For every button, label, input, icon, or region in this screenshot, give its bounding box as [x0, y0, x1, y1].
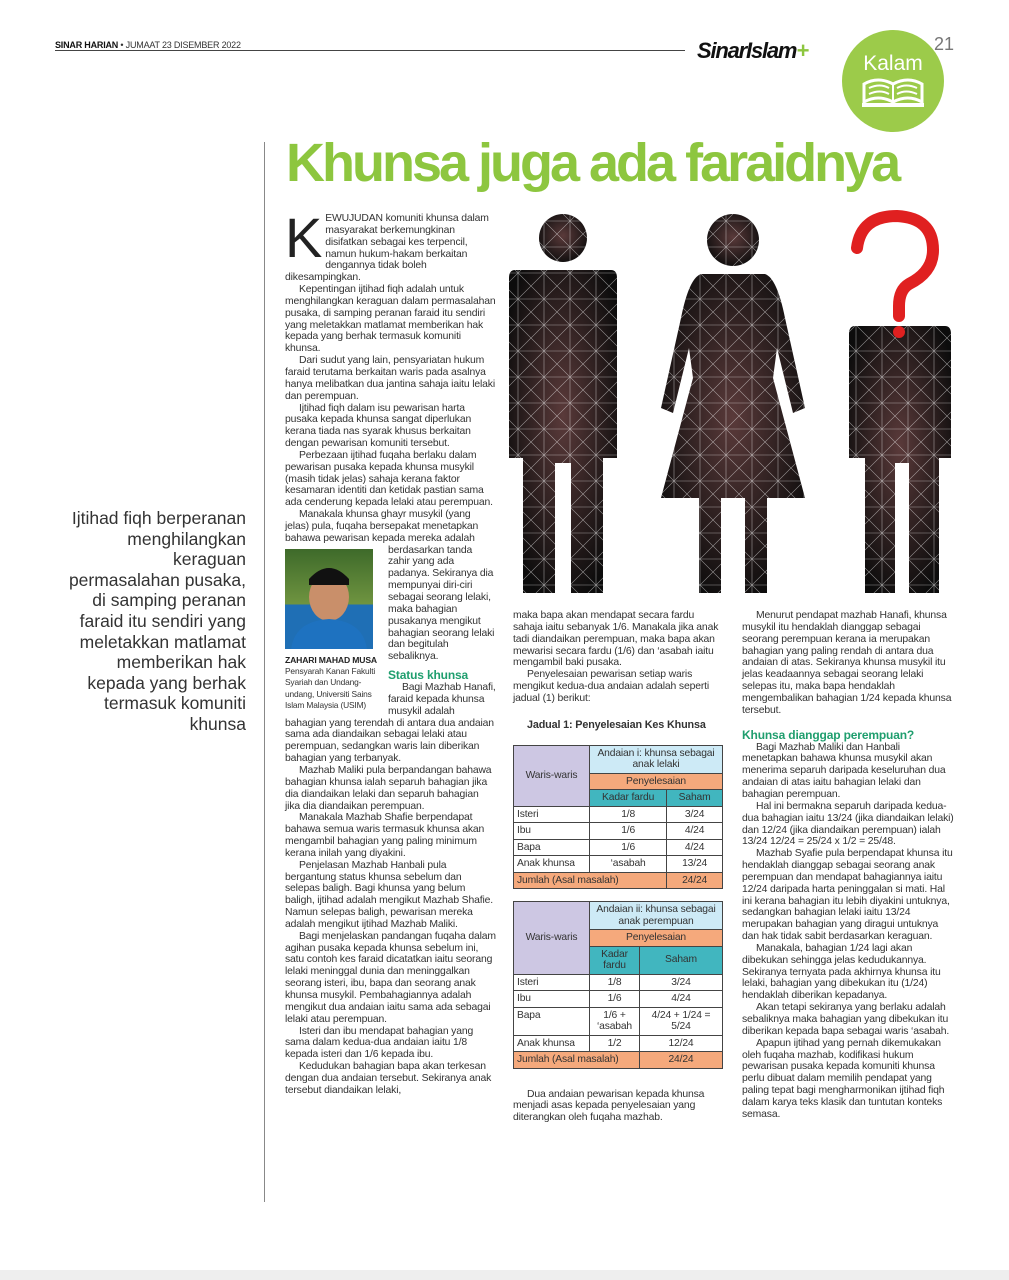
paragraph: Hal ini bermakna separuh daripada kedua-dua bahagian iaitu 13/24 (jika diandaikan lelaki) dan 12/24 (jika diandaikan perempuan) ialah 13/24 12/24 = 25/24 x 1/2 = 25/48.	[742, 800, 954, 848]
header-scenario: Andaian i: khunsa sebagai anak lelaki	[590, 745, 723, 773]
table-cell: Isteri	[514, 806, 590, 823]
article-column-2	[513, 610, 726, 1124]
table-scenario-1	[513, 745, 723, 890]
paragraph: Kepentingan ijtihad fiqh adalah untuk menghilangkan keraguan dalam permasalahan pusaka, di samping peranan faraid itu sendiri yang meletakkan matlamat memberikan hak kepada yang berhak termasuk komuniti khunsa.	[285, 284, 496, 355]
table-cell: 24/24	[640, 1052, 723, 1069]
table-cell: 1/6 + ‘asabah	[590, 1007, 640, 1035]
subheading: Khunsa dianggap perempuan?	[742, 727, 915, 742]
unknown-figure	[849, 216, 951, 593]
paragraph: Mazhab Maliki pula berpandangan bahawa bahagian khunsa ialah separuh bahagian jika dia diandaikan lelaki dan separuh bahagian jika dia diandaikan perempuan.	[285, 764, 492, 812]
section-label: Kalam	[863, 52, 923, 75]
table-row	[514, 839, 723, 856]
table-cell: ‘asabah	[590, 856, 667, 873]
table-cell: Anak khunsa	[514, 1035, 590, 1052]
header-fardu: Kadar fardu	[590, 790, 667, 807]
question-mark-icon	[857, 216, 933, 316]
paragraph: Akan tetapi sekiranya yang berlaku adalah sebaliknya maka bahagian yang dibekukan itu diberikan kepada bapa sebagai waris ‘asabah.	[742, 1002, 950, 1037]
header-solution: Penyelesaian	[590, 930, 723, 947]
table-cell: 4/24 + 1/24 = 5/24	[640, 1007, 723, 1035]
paragraph: Penjelasan Mazhab Hanbali pula bergantung status khunsa sebelum dan selepas baligh. Bagi khunsa yang belum baligh, ijtihad adalah mengikut Mazhab Shafie. Namun selepas baligh, pewarisan mereka adalah mengikut ijtihad Mazhab Maliki.	[285, 859, 493, 930]
article-column-1	[285, 206, 496, 1097]
issue-date: • JUMAAT 23 DISEMBER 2022	[120, 40, 241, 50]
paragraph-part: Manakala khunsa ghayr musykil (yang jelas) pula, fuqaha bersepakat menetapkan bahawa pewarisan kepada	[285, 509, 479, 544]
header-scenario: Andaian ii: khunsa sebagai anak perempuan	[590, 902, 723, 930]
table-cell: 12/24	[640, 1035, 723, 1052]
page-bottom-strip	[0, 1270, 1009, 1280]
header-heirs: Waris-waris	[514, 902, 590, 975]
header-rule	[55, 50, 685, 51]
table-cell: 1/2	[590, 1035, 640, 1052]
header-heirs: Waris-waris	[514, 745, 590, 806]
section-badge	[842, 30, 944, 132]
drop-cap: K	[285, 206, 323, 269]
column-divider	[264, 142, 265, 1202]
table-title: Jadual 1: Penyelesaian Kes Khunsa	[527, 718, 706, 731]
table-total-row	[514, 1052, 723, 1069]
table-cell: 1/8	[590, 974, 640, 991]
paragraph-part: mereka adalah berdasarkan tanda zahir yang ada padanya. Sekiranya dia mempunyai diri-ciri sebagai seorang lelaki, maka bahagian pusakanya mengikut bahagian seorang lelaki dan begitulah sebaliknya.	[388, 532, 495, 663]
table-cell: 4/24	[640, 991, 723, 1008]
paragraph: EWUJUDAN komuniti khunsa dalam masyarakat berkemungkinan disifatkan sebagai kes terpencil, namun hukum-hakam berkaitan dengannya tidak boleh dikesampingkan.	[285, 213, 489, 284]
paragraph: Perbezaan ijtihad fuqaha berlaku dalam pewarisan pusaka kepada khunsa musykil (masih tidak jelas) sahaja kerana faktor kesamaran identiti dan ketidak pastian sama ada cenderung kepada lelaki atau perempuan.	[285, 449, 493, 509]
paragraph: Menurut pendapat mazhab Hanafi, khunsa musykil itu hendaklah dianggap sebagai seorang perempuan kerana ia merupakan bahagian yang paling rendah di antara dua andaian di atas. Sekiranya khunsa musykil itu jelas keadaannya sebagai seorang lelaki selepas itu, maka bapa hendaklah mengembalikan bahagian 1/24 kepada khunsa tersebut.	[742, 610, 952, 716]
table-cell: 1/6	[590, 839, 667, 856]
table-row	[514, 1007, 723, 1035]
paragraph: Mazhab Syafie pula berpendapat khunsa itu hendaklah dianggap sebagai seorang anak perempuan dan mendapat bahagiannya iaitu 12/24 daripada harta peninggalan si mati. Hal ini kerana bahagian itu lebih diyakini untuknya, sedangkan bahagian lelaki iaitu 13/24 merupakan bahagian yang diragui untuknya dan hak tidak sabit berdasarkan keraguan.	[742, 848, 953, 943]
table-cell: Jumlah (Asal masalah)	[514, 1052, 640, 1069]
header-fardu: Kadar fardu	[590, 946, 640, 974]
paragraph: Ijtihad fiqh dalam isu pewarisan harta pusaka kepada khunsa sangat diperlukan kerana tiada nas syarak khusus berkaitan dengan pewarisan komuniti tersebut.	[285, 402, 472, 450]
header-solution: Penyelesaian	[590, 773, 723, 790]
masthead	[55, 40, 241, 50]
author-box	[285, 549, 380, 711]
paragraph: Bagi Mazhab Hanafi, faraid kepada khunsa musykil adalah bahagian yang terendah di antara dua andaian sama ada diandaikan sebagai lelaki atau perempuan, sedangkan waris lain diberikan bahagian yang terbanyak.	[285, 682, 496, 765]
table-row	[514, 823, 723, 840]
paragraph: Dua andaian pewarisan kepada khunsa menjadi asas kepada penyelesaian yang diterangkan oleh fuqaha mazhab.	[513, 1088, 705, 1124]
paper-name: SINAR HARIAN	[55, 40, 119, 50]
table-cell: Bapa	[514, 1007, 590, 1035]
table-total-row	[514, 872, 723, 889]
paragraph: Manakala Mazhab Shafie berpendapat bahawa semua waris termasuk khunsa akan mengambil bahagian yang paling minimum kerana inilah yang diyakini.	[285, 812, 485, 859]
paragraph: Isteri dan ibu mendapat bahagian yang sama dalam kedua-dua andaian iaitu 1/8 kepada isteri dan 1/6 kepada ibu.	[285, 1025, 474, 1061]
paragraph: maka bapa akan mendapat secara fardu sahaja iaitu sebanyak 1/6. Manakala jika anak tadi diandaikan perempuan, maka bapa akan mewarisi secara fardu (1/6) dan ‘asabah iaitu mengambil baki pusaka.	[513, 610, 719, 669]
paragraph: Kedudukan bahagian bapa akan terkesan dengan dua andaian tersebut. Sekiranya anak tersebut diandaikan lelaki,	[285, 1061, 492, 1096]
paragraph: Dari sudut yang lain, pensyariatan hukum faraid terutama berkaitan waris pada asalnya hanya melibatkan dua jantina sahaja iaitu lelaki dan perempuan.	[285, 355, 495, 402]
logo-islam: Islam	[746, 38, 797, 63]
table-row	[514, 991, 723, 1008]
table-cell: 4/24	[667, 839, 723, 856]
paragraph: Bagi menjelaskan pandangan fuqaha dalam agihan pusaka kepada khunsa sebelum ini, satu contoh kes faraid dicatatkan iaitu seorang lelaki meninggal dunia dan meninggalkan seorang isteri, ibu, bapa dan seorang anak khunsa musykil. Pembahagiannya adalah mengikut dua andaian iaitu sama ada sebagai lelaki atau perempuan.	[285, 930, 496, 1025]
gender-figures-illustration	[505, 208, 965, 603]
table-cell: Isteri	[514, 974, 590, 991]
table-scenario-2	[513, 901, 723, 1069]
paragraph: Apapun ijtihad yang pernah dikemukakan oleh fuqaha mazhab, kodifikasi hukum pewarisan pusaka kepada komuniti khunsa perlu dibuat dalam memilih pendapat yang paling tepat bagi mengharmonikan ijtihad fiqh dalam karya teks klasik dan tuntutan konteks semasa.	[742, 1037, 945, 1120]
table-cell: 3/24	[667, 806, 723, 823]
author-photo	[285, 549, 373, 649]
author-name: ZAHARI MAHAD MUSA	[285, 654, 377, 665]
pull-quote: Ijtihad fiqh berperanan menghilangkan keraguan permasalahan pusaka, di samping peranan faraid itu sendiri yang meletakkan matlamat memberikan hak kepada yang berhak termasuk komuniti khunsa	[68, 508, 246, 734]
logo-sinar: Sinar	[697, 38, 747, 63]
table-cell: 4/24	[667, 823, 723, 840]
female-figure	[661, 214, 805, 593]
header-saham: Saham	[640, 946, 723, 974]
male-figure	[509, 214, 617, 593]
paragraph: Penyelesaian pewarisan setiap waris mengikut kedua-dua andaian adalah seperti jadual (1) berikut:	[513, 669, 710, 704]
table-cell: Jumlah (Asal masalah)	[514, 872, 667, 889]
table-row	[514, 856, 723, 873]
paragraph: Manakala, bahagian 1/24 lagi akan dibekukan sehingga jelas kedudukannya. Sekiranya ternyata pada akhirnya khunsa itu lelaki, bahagian yang dibekukan itu (1/24) hendaklah diberikan kepadanya.	[742, 942, 941, 1002]
table-cell: 13/24	[667, 856, 723, 873]
sinar-islam-logo	[697, 38, 808, 64]
table-row	[514, 974, 723, 991]
logo-plus: +	[796, 38, 808, 63]
book-icon	[860, 76, 926, 110]
header-saham: Saham	[667, 790, 723, 807]
paragraph: Bagi Mazhab Maliki dan Hanbali menetapkan bahawa khunsa musykil akan menerima separuh daripada keseluruhan dua andaian di atas iaitu bahagian lelaki dan bahagian perempuan.	[742, 741, 946, 800]
subheading: Status khunsa	[388, 668, 469, 683]
table-cell: 1/6	[590, 991, 640, 1008]
table-cell: 1/8	[590, 806, 667, 823]
author-title: Pensyarah Kanan Fakulti Syariah dan Undang-undang, Universiti Sains Islam Malaysia (USIM)	[285, 665, 376, 710]
headline: Khunsa juga ada faraidnya	[286, 133, 899, 193]
table-cell: 24/24	[667, 872, 723, 889]
table-row	[514, 1035, 723, 1052]
table-row	[514, 806, 723, 823]
page-number: 21	[934, 34, 955, 54]
table-cell: 3/24	[640, 974, 723, 991]
table-cell: Ibu	[514, 991, 590, 1008]
article-column-3	[742, 610, 956, 1121]
table-cell: Anak khunsa	[514, 856, 590, 873]
table-cell: Ibu	[514, 823, 590, 840]
table-cell: 1/6	[590, 823, 667, 840]
table-cell: Bapa	[514, 839, 590, 856]
